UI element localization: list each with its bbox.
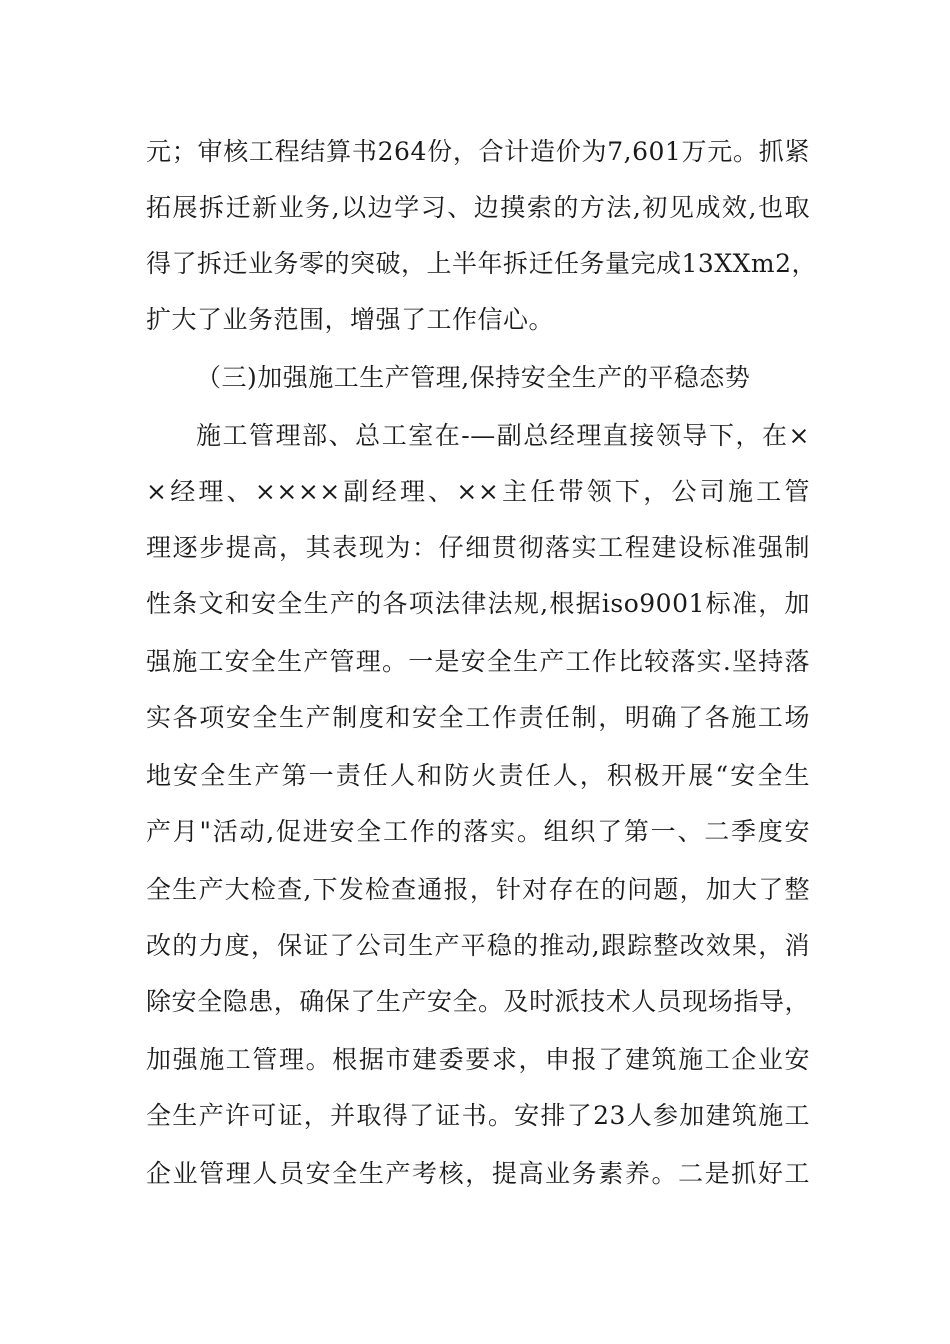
text-line: 加强施工管理。根据市建委要求，申报了建筑施工企业安 [146,1045,810,1074]
paragraph-first-line: 施工管理部、总工室在-—副总经理直接领导下，在× [196,421,810,450]
text-line: 全生产许可证，并取得了证书。安排了23人参加建筑施工 [146,1101,810,1130]
text-line: 产月"活动,促进安全工作的落实。组织了第一、二季度安 [146,817,810,846]
text-line: 改的力度，保证了公司生产平稳的推动,跟踪整改效果，消 [146,931,810,960]
text-line: ×经理、××××副经理、××主任带领下，公司施工管 [146,477,810,506]
text-line: 拓展拆迁新业务,以边学习、边摸索的方法,初见成效,也取 [146,193,810,222]
text-line: 扩大了业务范围，增强了工作信心。 [146,305,555,334]
text-line: 强施工安全生产管理。一是安全生产工作比较落实.坚持落 [146,647,810,676]
text-line: 实各项安全生产制度和安全工作责任制，明确了各施工场 [146,703,810,732]
text-line: 性条文和安全生产的各项法律法规,根据iso9001标准，加 [146,589,810,618]
text-line: 元；审核工程结算书264份，合计造价为7,601万元。抓紧 [146,137,810,166]
section-heading: （三)加强施工生产管理,保持安全生产的平稳态势 [196,363,751,392]
text-line: 全生产大检查,下发检查通报，针对存在的问题，加大了整 [146,875,810,904]
text-line: 除安全隐患，确保了生产安全。及时派技术人员现场指导， [146,987,810,1016]
text-line: 得了拆迁业务零的突破，上半年拆迁任务量完成13XXm2， [146,249,818,278]
text-line: 理逐步提高，其表现为：仔细贯彻落实工程建设标准强制 [146,533,810,562]
text-line: 企业管理人员安全生产考核，提高业务素养。二是抓好工 [146,1159,810,1188]
text-line: 地安全生产第一责任人和防火责任人，积极开展“安全生 [146,761,810,790]
